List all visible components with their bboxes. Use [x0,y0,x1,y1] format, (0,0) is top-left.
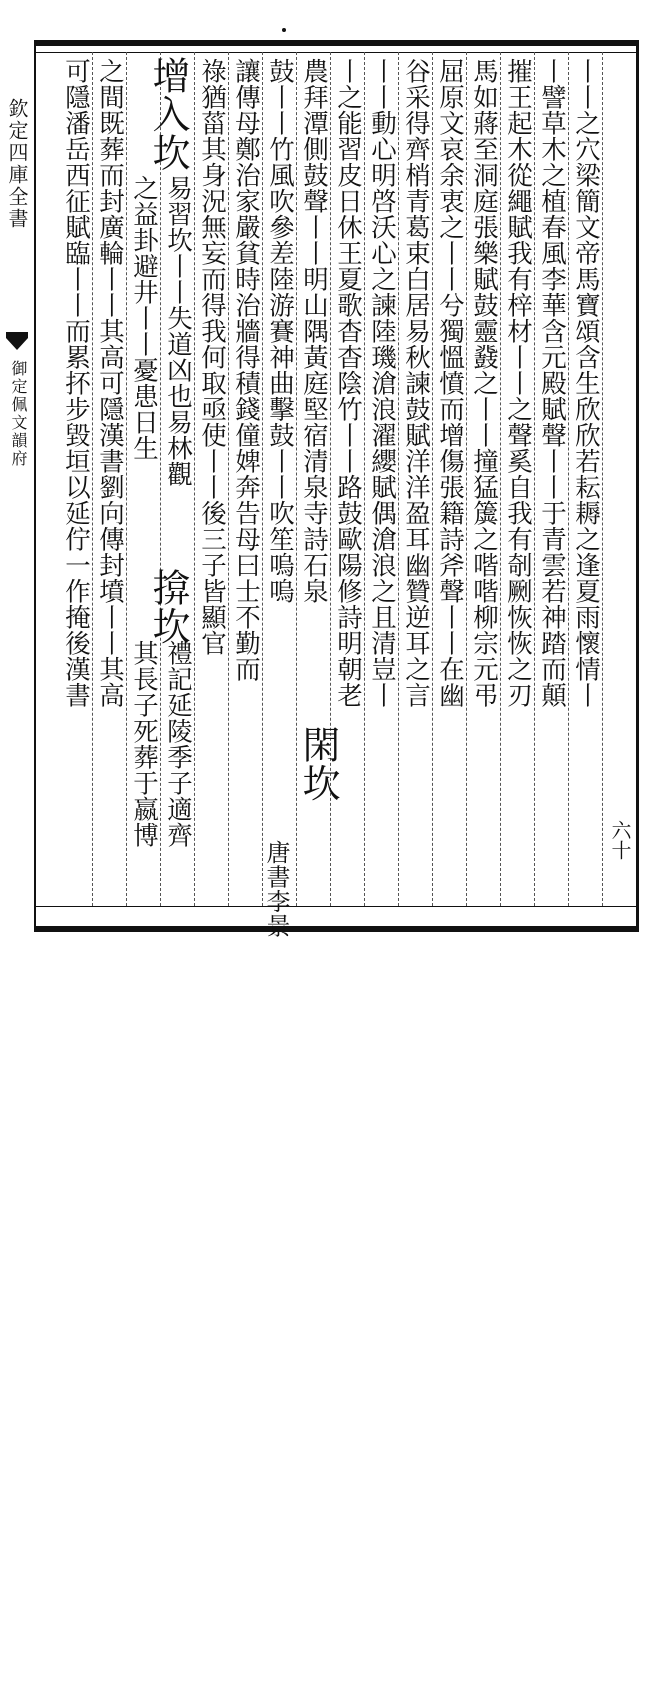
fishtail-mark-icon [6,332,28,350]
text-column: 之益卦避井丨丨憂患日生 [129,175,159,461]
text-column: 農拜潭側鼓聲丨丨明山隅黃庭堅宿清泉寺詩石泉 [299,58,329,604]
text-column: 其長子死葬于嬴博 [129,640,159,848]
column-rule [126,52,127,906]
text-column: 丨譬草木之植春風李華含元殿賦聲丨丨于青雲若神踏而顛 [537,58,567,708]
text-column: 讓傳母鄭治家嚴貧時治牆得積錢僮婢奔告母曰士不勤而 [231,58,261,682]
text-column: 丨之能習皮日休王夏歌杳杳陰竹丨丨路鼓歐陽修詩明朝老 [333,58,363,708]
column-rule [398,52,399,906]
headword-ren-kan: 揜坎 [146,568,190,645]
column-rule [568,52,569,906]
ink-dot [282,28,286,32]
column-rule [534,52,535,906]
frame-inner-top-rule [34,52,636,53]
headword-note: 唐書李景 [262,840,290,938]
text-column: 鼓丨丨竹風吹參差陸游賽神曲擊鼓丨丨吹笙嗚嗚 [265,58,295,604]
column-rule [262,52,263,906]
margin-title: 欽定四庫全書 [5,98,29,230]
column-rule [500,52,501,906]
text-column: 可隱潘岳西征賦臨丨丨而累抔步毀垣以延佇一作掩後漢書 [61,58,91,708]
column-rule [602,52,603,906]
text-column: 祿猶菑其身況無妄而得我何取亟使丨丨後三子皆顯官 [197,58,227,656]
headword-zeng-kan: 增入坎 [146,56,190,172]
column-rule [466,52,467,906]
text-column: 屈原文哀余衷之丨丨兮獨慍憤而增傷張籍詩斧聲丨丨在幽 [435,58,465,708]
column-rule [432,52,433,906]
text-column: 之間既葬而封廣輪丨丨其高可隱漢書劉向傳封墳丨丨其高 [95,58,125,708]
column-rule [194,52,195,906]
text-column: 谷采得齊梢青葛束白居易秋諫鼓賦洋洋盈耳幽贊逆耳之言 [401,58,431,708]
margin-book-name: 御定佩文韻府 [9,360,28,468]
text-column: 禮記延陵季子適齊 [163,640,193,848]
text-column: 易習坎丨丨失道凶也易林觀 [163,175,193,487]
text-column: 丨丨之穴梁簡文帝馬寶頌含生欣欣若耘耨之逢夏雨懷情丨 [571,58,601,708]
margin-divider [34,40,36,926]
book-margin [0,40,34,920]
column-rule [228,52,229,906]
page-number: 六十 [608,820,632,860]
column-rule [364,52,365,906]
column-rule [92,52,93,906]
text-column: 丨丨動心明啓沃心之諫陸璣滄浪濯纓賦偶滄浪之且清豈丨 [367,58,397,708]
text-column: 摧王起木從繩賦我有梓材丨丨之聲奚自我有剞劂恢恢之刃 [503,58,533,708]
headword-kan-open: 閑坎 [296,725,340,802]
text-column: 馬如蔣至洞庭張樂賦鼓靈鼗之丨丨撞猛簴之喈喈柳宗元弔 [469,58,499,708]
